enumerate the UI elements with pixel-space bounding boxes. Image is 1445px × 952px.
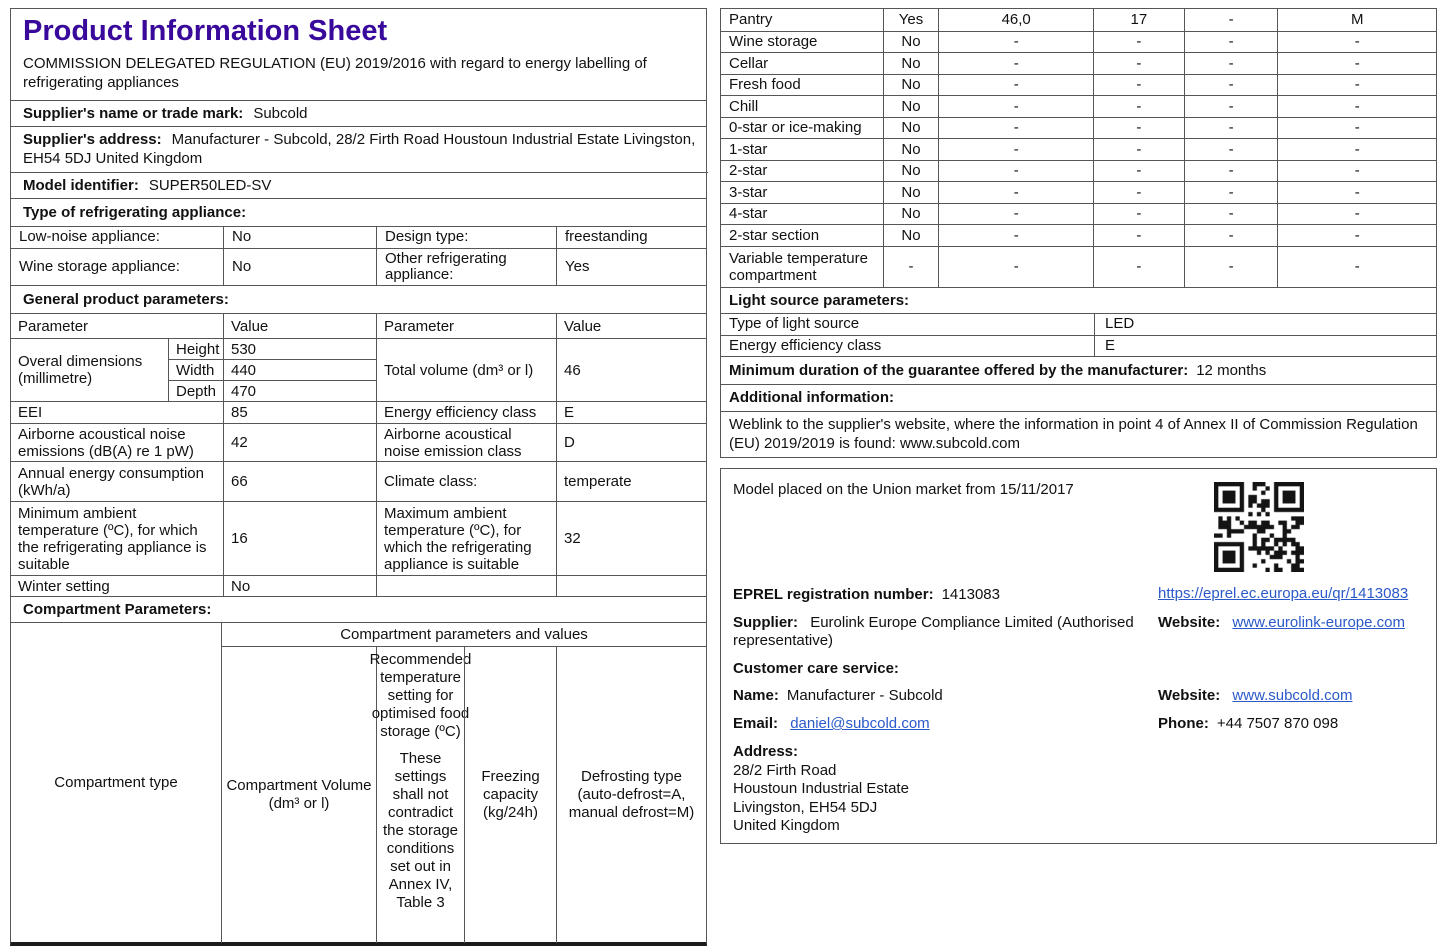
weblink-website: www.subcold.com: [899, 435, 1020, 452]
email-label: Email:: [733, 715, 779, 732]
compartment-row: [721, 9, 1436, 31]
compartment-value-cell: M: [1277, 9, 1436, 31]
care-name-value: Manufacturer - Subcold: [786, 687, 943, 704]
light-source-value: LED: [1105, 315, 1135, 332]
column-header: Value: [556, 314, 707, 338]
eprel-label: EPREL registration number:: [733, 586, 934, 603]
value-cell: [556, 575, 707, 597]
compartment-value-cell: -: [1277, 247, 1436, 288]
compartment-row: [721, 52, 1436, 74]
right-panel-table: [720, 8, 1437, 458]
temperature-header-text-2: These settings shall not contradict the storage conditions set out in Annex IV, Table 3: [382, 750, 459, 911]
value-cell: 85: [223, 401, 376, 423]
eprel-link[interactable]: https://eprel.ec.europa.eu/qr/1413083: [1158, 585, 1409, 602]
param-cell: Annual energy consumption (kWh/a): [11, 461, 223, 501]
param-cell: Winter setting: [11, 575, 223, 597]
compartment-value-cell: -: [1277, 118, 1436, 139]
compartment-value-cell: -: [1093, 53, 1184, 74]
compartment-value-cell: -: [1093, 161, 1184, 182]
compartment-value-cell: -: [1093, 182, 1184, 203]
compartment-value-cell: -: [1093, 139, 1184, 160]
compartment-value-cell: No: [883, 53, 939, 74]
param-cell: Airborne acoustical noise emission class: [376, 423, 556, 461]
phone-value: +44 7507 870 098: [1216, 715, 1339, 732]
compartment-value-cell: -: [1277, 161, 1436, 182]
supplier-address-value: Manufacturer - Subcold, 28/2 Firth Road Houstoun Industrial Estate Livingston, EH54 5DJ United Kingdom: [23, 131, 696, 167]
compartment-value-cell: -: [1277, 139, 1436, 160]
compartment-value-cell: -: [1093, 225, 1184, 246]
phone-label: Phone:: [1158, 715, 1209, 732]
address-line: 28/2 Firth Road: [733, 761, 837, 779]
compartment-row: [721, 224, 1436, 246]
compartment-value-cell: -: [1277, 182, 1436, 203]
address-line: Houstoun Industrial Estate: [733, 780, 909, 797]
light-source-label: Energy efficiency class: [721, 336, 1095, 357]
compartment-row: [721, 203, 1436, 225]
light-source-row: [721, 335, 1436, 357]
compartment-value-cell: -: [1277, 75, 1436, 96]
left-panel: [10, 8, 707, 946]
value-cell: No: [223, 575, 376, 597]
compartment-value-cell: No: [883, 139, 939, 160]
compartment-value-cell: -: [1184, 247, 1278, 288]
supplier-row: [733, 614, 1158, 650]
compartment-row: [721, 138, 1436, 160]
value-cell: E: [556, 401, 707, 423]
type-table-cell: Other refrigerating appliance:: [376, 248, 556, 286]
param-cell: Energy efficiency class: [376, 401, 556, 423]
compartment-value-cell: -: [938, 182, 1093, 203]
compartment-value-cell: -: [938, 118, 1093, 139]
compartment-value-cell: -: [938, 161, 1093, 182]
compartment-values-rows: [721, 9, 1436, 287]
light-source-value: E: [1105, 336, 1116, 354]
value-cell: 42: [223, 423, 376, 461]
compartment-row: [721, 246, 1436, 288]
dimension-name: Depth: [168, 380, 223, 401]
param-cell: [376, 575, 556, 597]
light-source-label: Type of light source: [721, 314, 1095, 335]
compartment-value-cell: -: [1093, 118, 1184, 139]
model-identifier-label: Model identifier:: [23, 177, 139, 194]
general-params-heading: General product parameters:: [11, 286, 706, 314]
compartment-type-cell: Fresh food: [729, 76, 801, 94]
compartment-value-cell: No: [883, 182, 939, 203]
dimension-value: 440: [223, 359, 376, 380]
eprel-link-wrap: [1158, 585, 1408, 603]
compartment-type-cell: 0-star or ice-making: [729, 119, 862, 137]
compartment-value-cell: -: [1184, 9, 1278, 31]
dimension-value: 530: [223, 338, 376, 359]
compartment-value-cell: -: [938, 225, 1093, 246]
compartment-value-cell: 46,0: [938, 9, 1093, 31]
compartment-section-heading: Compartment Parameters:: [11, 597, 706, 623]
defrosting-header: Defrosting type (auto-defrost=A, manual defrost=M): [556, 646, 706, 943]
compartment-type-cell: Chill: [729, 97, 759, 115]
param-cell: Maximum ambient temperature (ºC), for which the refrigerating appliance is suitable: [376, 501, 556, 575]
phone-row: [1158, 715, 1338, 733]
light-source-row: [721, 313, 1436, 335]
column-header: Value: [223, 314, 376, 338]
appliance-type-table: [11, 227, 706, 286]
supplier-value: Eurolink Europe Compliance Limited (Authorised representative): [733, 614, 1134, 649]
compartment-value-cell: -: [938, 139, 1093, 160]
compartment-value-cell: -: [1184, 96, 1278, 117]
compartment-type-cell: Variable temperature compartment: [729, 249, 868, 284]
compartment-value-cell: -: [1184, 161, 1278, 182]
compartment-value-cell: -: [1184, 53, 1278, 74]
param-cell: Minimum ambient temperature (ºC), for which the refrigerating appliance is suitable: [11, 501, 223, 575]
address-label: Address:: [733, 743, 799, 760]
guarantee-label: Minimum duration of the guarantee offered by the manufacturer:: [729, 362, 1189, 379]
compartment-value-cell: No: [883, 161, 939, 182]
website1-link[interactable]: www.eurolink-europe.com: [1232, 614, 1405, 631]
guarantee-row: [721, 356, 1436, 384]
compartment-type-cell: 4-star: [729, 205, 768, 223]
supplier-label: Supplier:: [733, 614, 799, 631]
general-params-table: [11, 314, 706, 597]
total-volume-label: Total volume (dm³ or l): [376, 338, 556, 401]
compartment-value-cell: -: [1184, 225, 1278, 246]
compartment-type-cell: Wine storage: [729, 33, 818, 51]
value-cell: 16: [223, 501, 376, 575]
compartment-value-cell: -: [1277, 53, 1436, 74]
qr-code: [1214, 482, 1304, 572]
compartment-row: [721, 160, 1436, 182]
compartment-row: [721, 95, 1436, 117]
type-table-cell: No: [223, 227, 376, 248]
dimension-name: Width: [168, 359, 223, 380]
type-table-cell: Low-noise appliance:: [19, 228, 160, 246]
supplier-address-row: [11, 127, 708, 173]
param-cell: EEI: [11, 401, 223, 423]
compartment-type-cell: Cellar: [729, 54, 769, 72]
address-block: [733, 743, 909, 836]
compartment-value-cell: -: [1277, 204, 1436, 225]
light-source-heading: Light source parameters:: [721, 287, 1436, 313]
compartment-type-cell: 2-star: [729, 162, 768, 180]
column-header: Parameter: [376, 314, 556, 338]
type-section-heading: Type of refrigerating appliance:: [11, 199, 706, 227]
volume-header: Compartment Volume (dm³ or l): [221, 646, 376, 943]
compartment-value-cell: -: [938, 75, 1093, 96]
temperature-header-text-1: Recommended temperature setting for optimised food storage (ºC): [369, 651, 472, 740]
compartment-value-cell: -: [1277, 32, 1436, 53]
compartment-value-cell: -: [1093, 247, 1184, 288]
compartment-type-cell: 1-star: [729, 140, 768, 158]
compartment-value-cell: -: [1093, 204, 1184, 225]
registration-box: [720, 468, 1437, 844]
address-line: Livingston, EH54 5DJ: [733, 798, 878, 816]
eprel-value: 1413083: [941, 586, 1000, 603]
compartment-type-header: Compartment type: [54, 774, 178, 791]
compartment-value-cell: -: [1184, 182, 1278, 203]
compartment-type-cell: 2-star section: [729, 226, 820, 244]
compartment-value-cell: -: [1184, 139, 1278, 160]
supplier-name-value: Subcold: [253, 105, 308, 122]
type-table-cell: Yes: [556, 248, 706, 286]
website1-label: Website:: [1158, 614, 1221, 631]
value-cell: temperate: [556, 461, 707, 501]
guarantee-value: 12 months: [1196, 362, 1267, 379]
dimensions-label: Overal dimensions (millimetre): [11, 338, 168, 401]
compartment-value-cell: No: [883, 32, 939, 53]
care-name-label: Name:: [733, 687, 779, 704]
compartment-value-cell: Yes: [883, 9, 939, 31]
weblink-row: [721, 411, 1436, 457]
model-identifier-value: SUPER50LED-SV: [148, 177, 272, 194]
compartment-row: [721, 74, 1436, 96]
param-cell: Airborne acoustical noise emissions (dB(A) re 1 pW): [11, 423, 223, 461]
compartment-value-cell: No: [883, 118, 939, 139]
compartment-value-cell: -: [938, 204, 1093, 225]
address-line: United Kingdom: [733, 817, 840, 834]
compartment-group-header: Compartment parameters and values: [221, 623, 706, 646]
website1-row: [1158, 614, 1405, 632]
model-identifier-row: [11, 173, 706, 199]
compartment-value-cell: -: [938, 32, 1093, 53]
additional-info-heading: Additional information:: [721, 384, 1436, 411]
website2-label: Website:: [1158, 687, 1221, 704]
compartment-value-cell: -: [883, 247, 939, 288]
freezing-header: Freezing capacity (kg/24h): [464, 646, 556, 943]
value-cell: D: [556, 423, 707, 461]
website2-link[interactable]: www.subcold.com: [1232, 687, 1353, 704]
compartment-value-cell: -: [938, 247, 1093, 288]
supplier-name-label: Supplier's name or trade mark:: [23, 105, 244, 122]
email-link[interactable]: daniel@subcold.com: [790, 715, 930, 732]
dimension-value: 470: [223, 380, 376, 401]
type-table-cell: Design type:: [376, 227, 556, 248]
compartment-value-cell: -: [1184, 32, 1278, 53]
type-table-cell: Wine storage appliance:: [11, 248, 223, 286]
value-cell: 32: [556, 501, 707, 575]
compartment-value-cell: 17: [1093, 9, 1184, 31]
type-table-cell: No: [223, 248, 376, 286]
compartment-type-cell: 3-star: [729, 183, 768, 201]
type-table-cell: freestanding: [556, 227, 706, 248]
compartment-value-cell: -: [1093, 96, 1184, 117]
weblink-text: Weblink to the supplier's website, where the information in point 4 of Annex II of Commission Regulation (EU) 2019/2019 is found:: [729, 416, 1418, 452]
compartment-row: [721, 117, 1436, 139]
temperature-header: [369, 646, 472, 943]
compartment-value-cell: -: [1093, 32, 1184, 53]
email-row: [733, 715, 930, 733]
compartment-value-cell: -: [1277, 225, 1436, 246]
compartment-value-cell: No: [883, 225, 939, 246]
supplier-address-label: Supplier's address:: [23, 131, 162, 148]
compartment-value-cell: -: [1184, 204, 1278, 225]
care-name-row: [733, 687, 943, 705]
compartment-value-cell: -: [1184, 75, 1278, 96]
compartment-value-cell: -: [1184, 118, 1278, 139]
compartment-value-cell: -: [1093, 75, 1184, 96]
compartment-value-cell: No: [883, 96, 939, 117]
compartment-value-cell: -: [1277, 96, 1436, 117]
param-cell: Climate class:: [376, 461, 556, 501]
dimension-name: Height: [168, 338, 223, 359]
value-cell: 66: [223, 461, 376, 501]
title-section: [11, 9, 706, 101]
compartment-row: [721, 181, 1436, 203]
website2-row: [1158, 687, 1352, 705]
compartment-type-cell: Pantry: [729, 11, 773, 29]
page-title: Product Information Sheet: [23, 15, 388, 47]
total-volume-value: 46: [556, 338, 707, 401]
compartment-value-cell: -: [938, 53, 1093, 74]
compartment-row: [721, 31, 1436, 53]
compartment-value-cell: No: [883, 204, 939, 225]
eprel-row: [733, 586, 1000, 604]
supplier-name-row: [11, 101, 706, 127]
compartment-header-table: [11, 623, 706, 944]
compartment-value-cell: -: [938, 96, 1093, 117]
compartment-value-cell: No: [883, 75, 939, 96]
column-header: Parameter: [18, 317, 89, 335]
market-date-text: Model placed on the Union market from 15/11/2017: [733, 481, 1074, 498]
customer-care-heading: Customer care service:: [733, 660, 899, 677]
regulation-subtitle: COMMISSION DELEGATED REGULATION (EU) 2019/2016 with regard to energy labelling of refrigerating appliances: [23, 55, 647, 91]
